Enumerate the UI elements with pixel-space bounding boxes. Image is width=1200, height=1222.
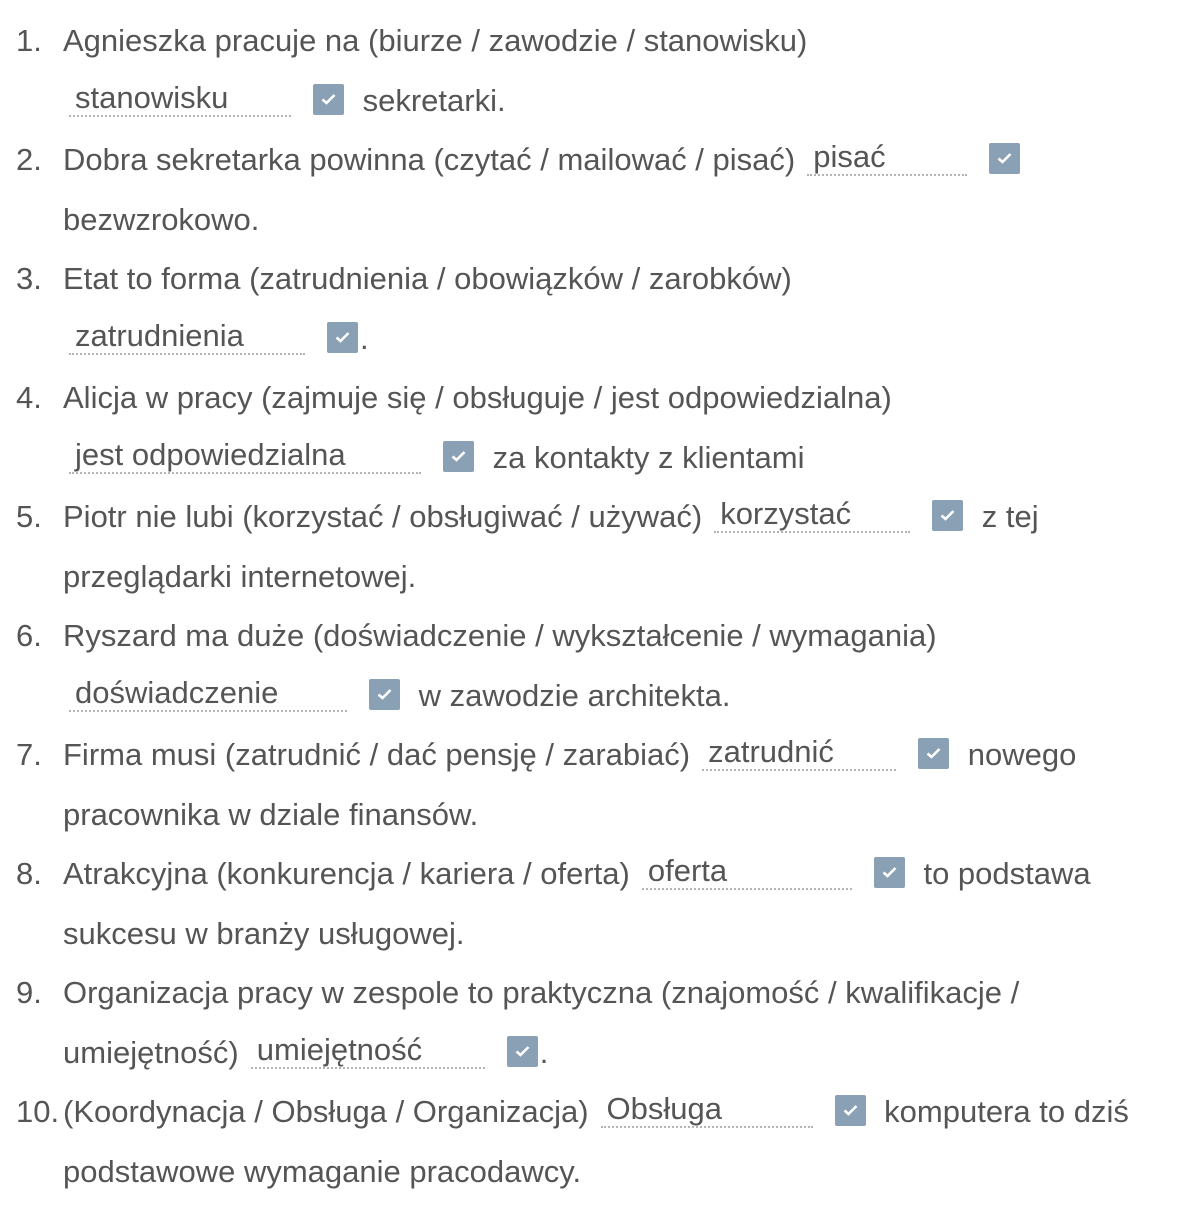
exercise-item-5 xyxy=(0,487,1190,606)
answer-field[interactable]: pisać xyxy=(807,140,967,176)
exercise-item-1 xyxy=(0,11,1190,130)
check-icon xyxy=(443,441,474,472)
item-number: 10. xyxy=(16,1094,60,1129)
item-text-after: sekretarki. xyxy=(354,82,506,118)
item-text: Dobra sekretarka powinna (czytać / mailować / pisać) xyxy=(63,142,796,177)
check-icon xyxy=(918,738,949,769)
item-text: Atrakcyjna (konkurencja / kariera / oferta) xyxy=(63,856,630,891)
item-text: Piotr nie lubi (korzystać / obsługiwać / używać) xyxy=(63,499,703,534)
answer-field[interactable]: Obsługa xyxy=(601,1092,813,1128)
item-number: 2. xyxy=(16,142,42,177)
item-text-after: bezwzrokowo. xyxy=(63,201,260,237)
exercise-item-7 xyxy=(0,725,1190,844)
answer-field[interactable]: oferta xyxy=(642,854,852,890)
answer-field[interactable]: korzystać xyxy=(714,497,910,533)
answer-field[interactable]: jest odpowiedzialna xyxy=(69,438,421,474)
item-number: 8. xyxy=(16,856,42,891)
check-icon xyxy=(835,1095,866,1126)
item-text: Organizacja pracy w zespole to praktyczna (znajomość / kwalifikacje / umiejętność) xyxy=(63,975,1020,1070)
exercise-item-2 xyxy=(0,130,1190,249)
exercise-item-8 xyxy=(0,844,1190,963)
check-icon xyxy=(313,84,344,115)
check-icon xyxy=(507,1036,538,1067)
item-text-after: za kontakty z klientami xyxy=(484,439,805,475)
item-text: Ryszard ma duże (doświadczenie / wykształcenie / wymagania) xyxy=(63,618,937,653)
item-text-after: to podstawa sukcesu w branży usługowej. xyxy=(63,856,1091,951)
item-text: Etat to forma (zatrudnienia / obowiązków / zarobków) xyxy=(63,261,792,296)
item-text: Firma musi (zatrudnić / dać pensję / zarabiać) xyxy=(63,737,691,772)
exercise-item-6 xyxy=(0,606,1190,725)
exercise-item-9 xyxy=(0,963,1190,1082)
item-number: 5. xyxy=(16,499,42,534)
item-text: Agnieszka pracuje na (biurze / zawodzie / stanowisku) xyxy=(63,23,808,58)
check-icon xyxy=(932,500,963,531)
item-number: 9. xyxy=(16,975,42,1010)
exercise-item-3 xyxy=(0,249,1190,368)
answer-field[interactable]: doświadczenie xyxy=(69,676,347,712)
item-number: 3. xyxy=(16,261,42,296)
item-text-after: z tej przeglądarki internetowej. xyxy=(63,499,1039,594)
item-text-after: . xyxy=(360,320,369,356)
item-text-after: nowego pracownika w dziale finansów. xyxy=(63,737,1077,832)
item-text-after: . xyxy=(539,1034,549,1070)
exercise-item-10 xyxy=(0,1082,1190,1201)
item-text-after: komputera to dziś podstawowe wymaganie pracodawcy. xyxy=(63,1094,1129,1189)
answer-field[interactable]: umiejętność xyxy=(251,1033,485,1069)
item-number: 4. xyxy=(16,380,42,415)
item-text: (Koordynacja / Obsługa / Organizacja) xyxy=(63,1094,589,1129)
item-text-after: w zawodzie architekta. xyxy=(410,677,731,713)
exercise-item-4 xyxy=(0,368,1190,487)
item-number: 7. xyxy=(16,737,42,772)
item-number: 6. xyxy=(16,618,42,653)
answer-field[interactable]: zatrudnić xyxy=(702,735,896,771)
check-icon xyxy=(369,679,400,710)
item-text: Alicja w pracy (zajmuje się / obsługuje / jest odpowiedzialna) xyxy=(63,380,892,415)
answer-field[interactable]: zatrudnienia xyxy=(69,319,305,355)
answer-field[interactable]: stanowisku xyxy=(69,81,291,117)
check-icon xyxy=(327,322,358,353)
check-icon xyxy=(874,857,905,888)
item-number: 1. xyxy=(16,23,42,58)
check-icon xyxy=(989,143,1020,174)
exercise-list xyxy=(0,11,1190,1201)
